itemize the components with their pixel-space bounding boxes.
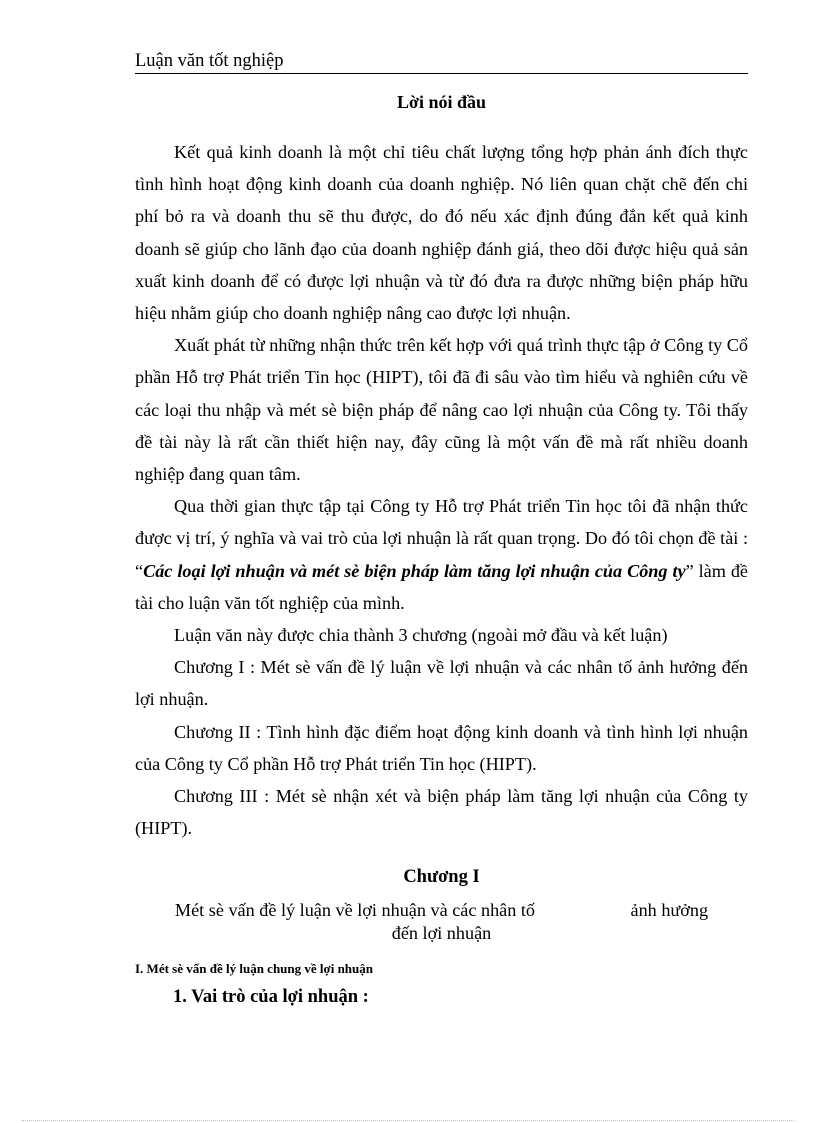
header-text: Luận văn tốt nghiệp xyxy=(135,51,284,71)
topic-text-before: Qua thời gian thực tập tại Công ty Hỗ trợ Phát triển Tin học tôi đã nhận thức được vị trí, ý nghĩa và vai trò của lợi nhuận là rất quan trọng. Do đó tôi chọn đề tài : “ xyxy=(135,496,748,581)
chapter-title: Chương I xyxy=(403,867,480,887)
preface-title: Lời nói đầu xyxy=(396,92,486,112)
paragraph-motivation: Xuất phát từ những nhận thức trên kết hợp với quá trình thực tập ở Công ty Cổ phần Hỗ trợ Phát triển Tin học (HIPT), tôi đã đi sâu vào tìm hiểu và nghiên cứu về các loại thu nhập và mét sè biện pháp để nâng cao lợi nhuận của Công ty. Tôi thấy đề tài này là rất cần thiết hiện nay, đây cũng là một vấn đề mà rất nhiều doanh nghiệp đang quan tâm. xyxy=(135,335,748,485)
outline-intro: Luận văn này được chia thành 3 chương (ngoài mở đầu và kết luận) xyxy=(174,625,668,646)
chapter-subtitle-line-1: Mét sè vấn đề lý luận về lợi nhuận và các nhân tố ảnh hưởng xyxy=(174,900,709,920)
chapter-subtitle xyxy=(135,899,748,945)
page-bottom-rule xyxy=(22,1120,794,1121)
section-heading: I. Mét sè vấn đề lý luận chung về lợi nhuận xyxy=(135,961,373,976)
preface-body xyxy=(135,136,748,844)
paragraph-topic xyxy=(135,490,748,619)
header-rule xyxy=(135,73,748,74)
topic-text-after: ” làm đề tài cho luận văn tốt nghiệp của mình. xyxy=(135,560,748,613)
chapter-subtitle-line-2: đến lợi nhuận xyxy=(391,923,492,943)
topic-title: Các loại lợi nhuận và mét sè biện pháp làm tăng lợi nhuận của Công ty xyxy=(143,560,686,581)
outline-chapter-3: Chương III : Mét sè nhận xét và biện pháp làm tăng lợi nhuận của Công ty (HIPT). xyxy=(135,786,748,839)
page-header xyxy=(135,50,748,72)
outline-chapter-2: Chương II : Tình hình đặc điểm hoạt động kinh doanh và tình hình lợi nhuận của Công ty Cổ phần Hỗ trợ Phát triển Tin học (HIPT). xyxy=(135,721,748,774)
outline-chapter-1: Chương I : Mét sè vấn đề lý luận về lợi nhuận và các nhân tố ảnh hưởng đến lợi nhuận. xyxy=(135,657,748,710)
paragraph-intro: Kết quả kinh doanh là một chỉ tiêu chất lượng tổng hợp phản ánh đích thực tình hình hoạt động kinh doanh của doanh nghiệp. Nó liên quan chặt chẽ đến chi phí bỏ ra và doanh thu sẽ thu được, do đó nếu xác định đúng đắn kết quả kinh doanh sẽ giúp cho lãnh đạo của doanh nghiệp đánh giá, theo dõi được hiệu quả sản xuất kinh doanh để có được lợi nhuận và từ đó đưa ra được những biện pháp hữu hiệu nhằm giúp cho doanh nghiệp nâng cao được lợi nhuận. xyxy=(135,142,748,324)
sub-heading: 1. Vai trò của lợi nhuận : xyxy=(173,987,369,1007)
